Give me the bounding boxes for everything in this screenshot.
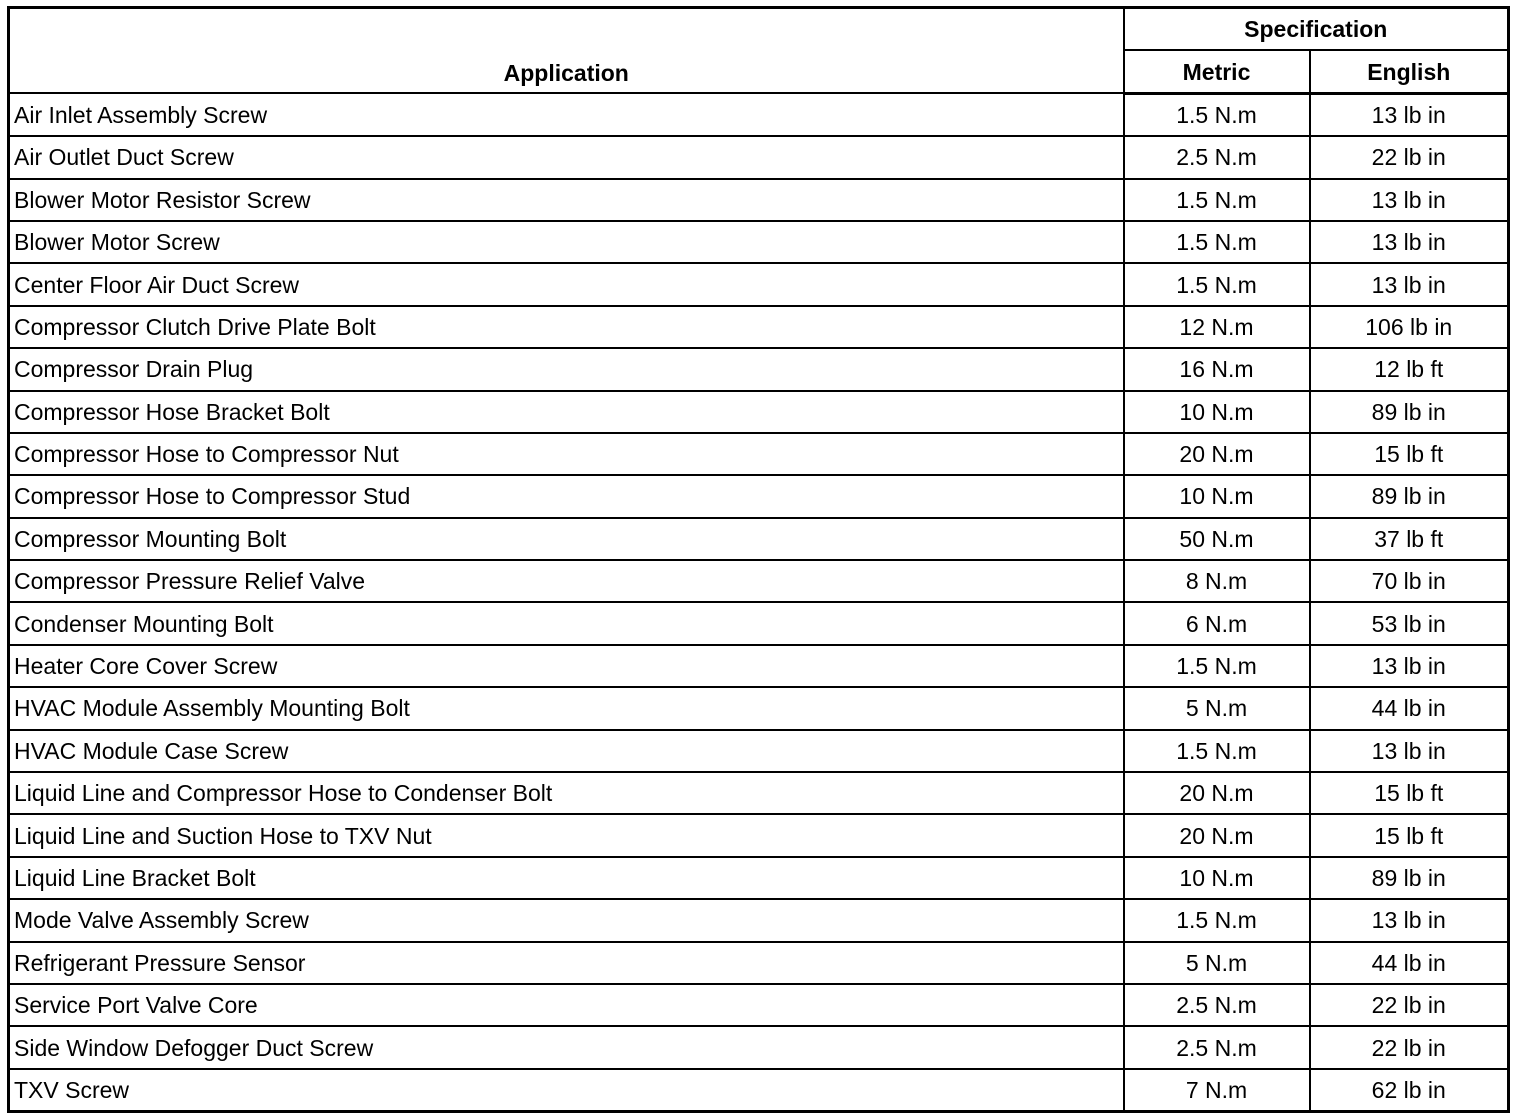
- table-row: [9, 730, 1509, 772]
- table-row: [9, 602, 1509, 644]
- application-cell: Blower Motor Screw: [9, 221, 1124, 263]
- metric-cell: 5 N.m: [1124, 687, 1310, 729]
- application-cell: Liquid Line and Suction Hose to TXV Nut: [9, 814, 1124, 856]
- application-cell: Compressor Clutch Drive Plate Bolt: [9, 306, 1124, 348]
- english-cell: 22 lb in: [1310, 136, 1509, 178]
- metric-cell: 16 N.m: [1124, 348, 1310, 390]
- english-cell: 53 lb in: [1310, 602, 1509, 644]
- application-cell: Side Window Defogger Duct Screw: [9, 1026, 1124, 1068]
- application-cell: Refrigerant Pressure Sensor: [9, 942, 1124, 984]
- table-row: [9, 984, 1509, 1026]
- application-cell: Liquid Line Bracket Bolt: [9, 857, 1124, 899]
- metric-cell: 10 N.m: [1124, 475, 1310, 517]
- english-cell: 13 lb in: [1310, 221, 1509, 263]
- metric-cell: 1.5 N.m: [1124, 179, 1310, 221]
- table-row: [9, 1026, 1509, 1068]
- table-row: [9, 93, 1509, 136]
- metric-cell: 20 N.m: [1124, 433, 1310, 475]
- spec-table-body: [9, 93, 1509, 1111]
- application-cell: Center Floor Air Duct Screw: [9, 263, 1124, 305]
- metric-cell: 5 N.m: [1124, 942, 1310, 984]
- metric-cell: 2.5 N.m: [1124, 136, 1310, 178]
- metric-cell: 7 N.m: [1124, 1069, 1310, 1112]
- application-cell: Compressor Hose to Compressor Stud: [9, 475, 1124, 517]
- metric-cell: 20 N.m: [1124, 772, 1310, 814]
- metric-cell: 50 N.m: [1124, 518, 1310, 560]
- table-row: [9, 899, 1509, 941]
- application-cell: HVAC Module Assembly Mounting Bolt: [9, 687, 1124, 729]
- application-cell: Air Inlet Assembly Screw: [9, 93, 1124, 136]
- table-row: [9, 136, 1509, 178]
- metric-cell: 1.5 N.m: [1124, 221, 1310, 263]
- english-cell: 15 lb ft: [1310, 433, 1509, 475]
- table-row: [9, 263, 1509, 305]
- english-cell: 62 lb in: [1310, 1069, 1509, 1112]
- metric-cell: 1.5 N.m: [1124, 93, 1310, 136]
- application-cell: Service Port Valve Core: [9, 984, 1124, 1026]
- application-cell: Blower Motor Resistor Screw: [9, 179, 1124, 221]
- metric-cell: 12 N.m: [1124, 306, 1310, 348]
- table-row: [9, 560, 1509, 602]
- english-cell: 44 lb in: [1310, 942, 1509, 984]
- metric-cell: 10 N.m: [1124, 391, 1310, 433]
- table-row: [9, 306, 1509, 348]
- table-row: [9, 348, 1509, 390]
- table-row: [9, 221, 1509, 263]
- table-row: [9, 433, 1509, 475]
- application-cell: Compressor Pressure Relief Valve: [9, 560, 1124, 602]
- english-cell: 22 lb in: [1310, 984, 1509, 1026]
- table-row: [9, 179, 1509, 221]
- english-cell: 89 lb in: [1310, 475, 1509, 517]
- english-cell: 106 lb in: [1310, 306, 1509, 348]
- metric-cell: 20 N.m: [1124, 814, 1310, 856]
- table-row: [9, 687, 1509, 729]
- table-row: [9, 391, 1509, 433]
- english-cell: 15 lb ft: [1310, 772, 1509, 814]
- metric-cell: 6 N.m: [1124, 602, 1310, 644]
- english-cell: 22 lb in: [1310, 1026, 1509, 1068]
- application-cell: Compressor Drain Plug: [9, 348, 1124, 390]
- metric-header: Metric: [1124, 50, 1310, 93]
- english-cell: 37 lb ft: [1310, 518, 1509, 560]
- english-cell: 13 lb in: [1310, 645, 1509, 687]
- english-cell: 13 lb in: [1310, 179, 1509, 221]
- application-cell: Liquid Line and Compressor Hose to Condenser Bolt: [9, 772, 1124, 814]
- english-cell: 13 lb in: [1310, 730, 1509, 772]
- table-row: [9, 942, 1509, 984]
- application-cell: Compressor Mounting Bolt: [9, 518, 1124, 560]
- english-cell: 12 lb ft: [1310, 348, 1509, 390]
- application-cell: Mode Valve Assembly Screw: [9, 899, 1124, 941]
- english-cell: 89 lb in: [1310, 857, 1509, 899]
- header-row-top: [9, 8, 1509, 51]
- english-cell: 89 lb in: [1310, 391, 1509, 433]
- table-row: [9, 814, 1509, 856]
- application-cell: Compressor Hose Bracket Bolt: [9, 391, 1124, 433]
- metric-cell: 1.5 N.m: [1124, 645, 1310, 687]
- english-cell: 70 lb in: [1310, 560, 1509, 602]
- application-cell: Air Outlet Duct Screw: [9, 136, 1124, 178]
- table-row: [9, 857, 1509, 899]
- english-cell: 13 lb in: [1310, 263, 1509, 305]
- application-header: Application: [9, 8, 1124, 94]
- english-cell: 15 lb ft: [1310, 814, 1509, 856]
- metric-cell: 10 N.m: [1124, 857, 1310, 899]
- specification-header: Specification: [1124, 8, 1509, 51]
- table-row: [9, 1069, 1509, 1112]
- metric-cell: 2.5 N.m: [1124, 1026, 1310, 1068]
- application-cell: Condenser Mounting Bolt: [9, 602, 1124, 644]
- table-row: [9, 518, 1509, 560]
- application-cell: Compressor Hose to Compressor Nut: [9, 433, 1124, 475]
- english-cell: 13 lb in: [1310, 899, 1509, 941]
- metric-cell: 1.5 N.m: [1124, 730, 1310, 772]
- table-row: [9, 475, 1509, 517]
- table-row: [9, 645, 1509, 687]
- torque-spec-table: [7, 6, 1510, 1113]
- table-row: [9, 772, 1509, 814]
- application-cell: HVAC Module Case Screw: [9, 730, 1124, 772]
- metric-cell: 1.5 N.m: [1124, 263, 1310, 305]
- application-cell: Heater Core Cover Screw: [9, 645, 1124, 687]
- metric-cell: 8 N.m: [1124, 560, 1310, 602]
- english-header: English: [1310, 50, 1509, 93]
- metric-cell: 2.5 N.m: [1124, 984, 1310, 1026]
- metric-cell: 1.5 N.m: [1124, 899, 1310, 941]
- english-cell: 44 lb in: [1310, 687, 1509, 729]
- application-cell: TXV Screw: [9, 1069, 1124, 1112]
- english-cell: 13 lb in: [1310, 93, 1509, 136]
